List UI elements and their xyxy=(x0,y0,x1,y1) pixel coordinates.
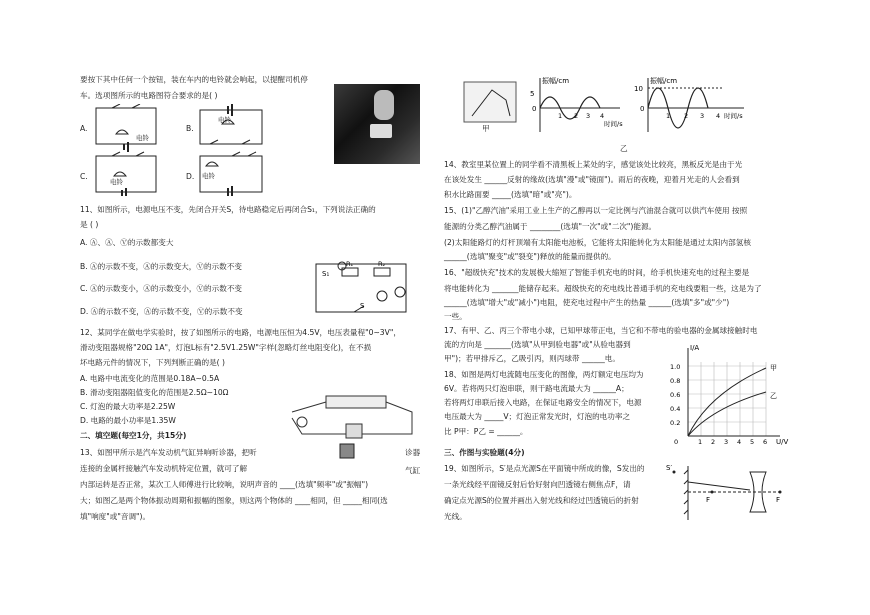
q18-line4: 电压最大为 _____V；灯泡正常发光时，灯泡的电功率之 xyxy=(444,412,631,421)
q16-line3: ______(选填"增大"或"减小")电阻，使充电过程中产生的热量 ______(选填"多"或"少") xyxy=(444,298,730,307)
svg-text:S₁: S₁ xyxy=(322,270,330,278)
graph1-y0: 0 xyxy=(532,105,537,113)
q11-option-c: C. Ⓐ的示数变小，Ⓐ的示数变小，Ⓥ的示数不变 xyxy=(80,284,243,293)
option-d-label: D. xyxy=(186,172,195,181)
svg-text:S: S xyxy=(360,302,365,310)
svg-text:4: 4 xyxy=(737,438,742,446)
q12-option-b: B. 滑动变阻器阻值变化的范围是2.5Ω~10Ω xyxy=(80,388,229,397)
graph2-tick-4: 4 xyxy=(716,112,721,120)
q13-line5: 填"响度"或"音调")。 xyxy=(80,512,151,521)
stethoscope-icon xyxy=(336,440,358,464)
q12-option-c: C. 灯泡的最大功率是2.25W xyxy=(80,402,176,411)
device-shape xyxy=(374,90,394,120)
graph2-tick-1: 1 xyxy=(666,112,671,120)
svg-text:R₂: R₂ xyxy=(378,260,386,268)
graph1-y5: 5 xyxy=(530,90,535,98)
graph1-tick-2: 2 xyxy=(574,112,579,120)
q13-line1: 13、如图甲所示是汽车发动机气缸异响听诊器，把听 xyxy=(80,448,257,457)
graph1-tick-4: 4 xyxy=(600,112,605,120)
q16-line1: 16、"超级快充"技术的发展极大缩短了智能手机充电的时间，给手机快速充电的过程主要是 xyxy=(444,268,750,277)
graph2-y0: 0 xyxy=(640,105,645,113)
graph2-tick-3: 3 xyxy=(700,112,705,120)
q12-option-d: D. 电路的最小功率是1.35W xyxy=(80,416,176,425)
q14-line2: 在该处发生 ______反射的缘故(选填"漫"或"镜面")。雨后的夜晚，迎着月光走的人会看到 xyxy=(444,175,740,184)
q11-option-d: D. Ⓐ的示数不变，Ⓐ的示数不变，Ⓥ的示数不变 xyxy=(80,307,243,316)
q15-line1: 15、(1)"乙醇汽油"采用工业上生产的乙醇再以一定比例与汽油混合就可以供汽车使用 按照 xyxy=(444,206,748,215)
figure-jia-label: 甲 xyxy=(482,124,490,133)
q12-option-a: A. 电路中电流变化的范围是0.18A~0.5A xyxy=(80,374,220,383)
svg-text:0.6: 0.6 xyxy=(670,391,681,399)
q13-line4: 大；如图乙是两个物体振动周期和振幅的图象，则这两个物体的 ____相同，但 _____相同(选 xyxy=(80,496,388,505)
stethoscope-figure-jia xyxy=(462,80,518,128)
graph2-xlabel: 时间/s xyxy=(724,112,743,120)
q11-line1: 11、如图所示，电源电压不变，先闭合开关S，待电路稳定后再闭合S₁，下列说法正确的 xyxy=(80,205,376,214)
svg-text:1: 1 xyxy=(698,438,703,446)
svg-text:0.2: 0.2 xyxy=(670,419,681,427)
q12-line1: 12、某同学在做电学实验时，按了如图所示的电路，电源电压恒为4.5V，电压表量程"0~3V"， xyxy=(80,328,401,337)
cylinder-label: 气缸 xyxy=(405,466,421,475)
q14-line3: 积水比路面要 _____(选填"暗"或"亮")。 xyxy=(444,190,577,199)
q19-optics-diagram xyxy=(666,462,792,524)
device-panel xyxy=(370,124,392,138)
q14-line1: 14、教室里某位置上的同学看不清黑板上某处的字，感觉该处比较亮，黑板反光是由于光 xyxy=(444,160,743,169)
bell-label-a: 电铃 xyxy=(136,134,149,142)
graph1-tick-1: 1 xyxy=(558,112,563,120)
q15-line3: (2)太阳能路灯的灯杆顶端有太阳能电池板，它能将太阳能转化为太阳能是通过太阳内部氢核 xyxy=(444,238,751,247)
graph2-ylabel: 振幅/cm xyxy=(650,77,678,85)
q19-line4: 光线。 xyxy=(444,512,467,521)
bell-label-b: 电铃 xyxy=(218,116,231,124)
q18-line2: 6V。若将两只灯泡串联，则干路电流最大为 ______A； xyxy=(444,384,629,393)
q11-option-a: A. Ⓐ、Ⓐ、Ⓥ的示数都变大 xyxy=(80,238,174,247)
option-b-label: B. xyxy=(186,124,194,133)
svg-text:0.8: 0.8 xyxy=(670,377,681,385)
svg-text:1.0: 1.0 xyxy=(670,363,681,371)
q19-focus-right: F xyxy=(776,496,781,504)
q12-line3: 坏电路元件的情况下，下列判断正确的是( ) xyxy=(80,358,226,367)
wave-graph-2 xyxy=(634,74,754,138)
q13-line3: 内部运转是否正常，某次工人师傅进行比较响，说明声音的 ____(选填"频率"或"振幅") xyxy=(80,480,369,489)
graph1-tick-3: 3 xyxy=(586,112,591,120)
wave-graph-1 xyxy=(528,74,626,138)
q17-line1: 17、有甲、乙、丙三个带电小球，已知甲球带正电，当它和不带电的验电器的金属球接触时电 xyxy=(444,326,758,335)
option-a-label: A. xyxy=(80,124,88,133)
q12-circuit-diagram xyxy=(282,388,422,444)
section-2-heading: 二、填空题(每空1分，共15分) xyxy=(80,431,187,440)
q19-s-prime: S′ xyxy=(666,464,673,472)
q12-line2: 滑动变阻器规格"20Ω 1A"，灯泡L标有"2.5V1.25W"字样(忽略灯丝电阻变化)，在不损 xyxy=(80,343,372,352)
svg-text:0.4: 0.4 xyxy=(670,405,681,413)
svg-text:3: 3 xyxy=(724,438,729,446)
q17-line2: 流的方向是 _______(选填"从甲到验电器"或"从验电器到 xyxy=(444,340,631,349)
q18-line5: 比 P甲：P乙 = ______。 xyxy=(444,427,528,436)
iu-ylabel: I/A xyxy=(690,344,700,352)
graph1-ylabel: 振幅/cm xyxy=(542,77,570,85)
svg-text:R₁: R₁ xyxy=(346,260,354,268)
q10-intro-line2: 车。选项图所示的电路图符合要求的是( ) xyxy=(80,91,218,100)
q11-circuit-diagram xyxy=(312,256,412,318)
q11-line2: 是 ( ) xyxy=(80,220,99,229)
q18-line1: 18、如图是两灯电流随电压变化的图像，两灯额定电压均为 xyxy=(444,370,644,379)
svg-text:2: 2 xyxy=(711,438,716,446)
section-3-heading: 三、作图与实验题(4分) xyxy=(444,448,525,457)
q16-line4: 一些。 xyxy=(444,312,467,321)
svg-text:0: 0 xyxy=(674,438,679,446)
bell-label-c: 电铃 xyxy=(110,178,123,186)
iu-curve-jia: 甲 xyxy=(770,364,777,372)
graph2-y10: 10 xyxy=(634,85,643,93)
q18-line3: 若将两灯串联后接入电路，在保证电路安全的情况下，电源 xyxy=(444,398,642,407)
iu-curve-yi: 乙 xyxy=(770,392,777,400)
q15-line2: 能源的分类乙醇汽油属于 ________(选填"一次"或"二次")能源。 xyxy=(444,222,657,231)
graph2-tick-2: 2 xyxy=(684,112,689,120)
q19-line3: 确定点光源S的位置并画出入射光线和经过凹透镜后的折射 xyxy=(444,496,639,505)
stethoscope-label: 诊器 xyxy=(405,448,421,457)
stethoscope-photo xyxy=(334,84,420,164)
q11-option-b: B. Ⓐ的示数不变，Ⓐ的示数变大，Ⓥ的示数不变 xyxy=(80,262,242,271)
q10-intro-line1: 要按下其中任何一个按钮，装在车内的电铃就会响起，以提醒司机停 xyxy=(80,75,308,84)
q19-line2: 一条光线经平面镜反射后恰好射向凹透镜右侧焦点F，请 xyxy=(444,480,631,489)
q17-line3: 甲")；若甲排斥乙，乙吸引丙，则丙球带 ______电。 xyxy=(444,354,620,363)
graph1-xlabel: 时间/s xyxy=(604,120,623,128)
svg-text:5: 5 xyxy=(750,438,755,446)
option-c-label: C. xyxy=(80,172,88,181)
q10-circuit-options xyxy=(92,104,362,196)
bell-label-d: 电铃 xyxy=(202,172,215,180)
svg-text:6: 6 xyxy=(763,438,768,446)
q15-line4: ______(选填"聚变"或"裂变")释放的能量而提供的。 xyxy=(444,252,616,261)
figure-yi-label: 乙 xyxy=(620,144,628,153)
q19-line1: 19、如图所示，S′是点光源S在平面镜中所成的像，S发出的 xyxy=(444,464,645,473)
q19-focus-left: F xyxy=(706,496,711,504)
iu-graph xyxy=(668,342,798,446)
q13-line2: 连接的金属杆接触汽车发动机特定位置，就可了解 xyxy=(80,464,248,473)
iu-xlabel: U/V xyxy=(776,438,789,446)
q16-line2: 将电能转化为 _______能储存起来。超级快充的充电线比普通手机的充电线要粗一些，这是为了 xyxy=(444,284,762,293)
